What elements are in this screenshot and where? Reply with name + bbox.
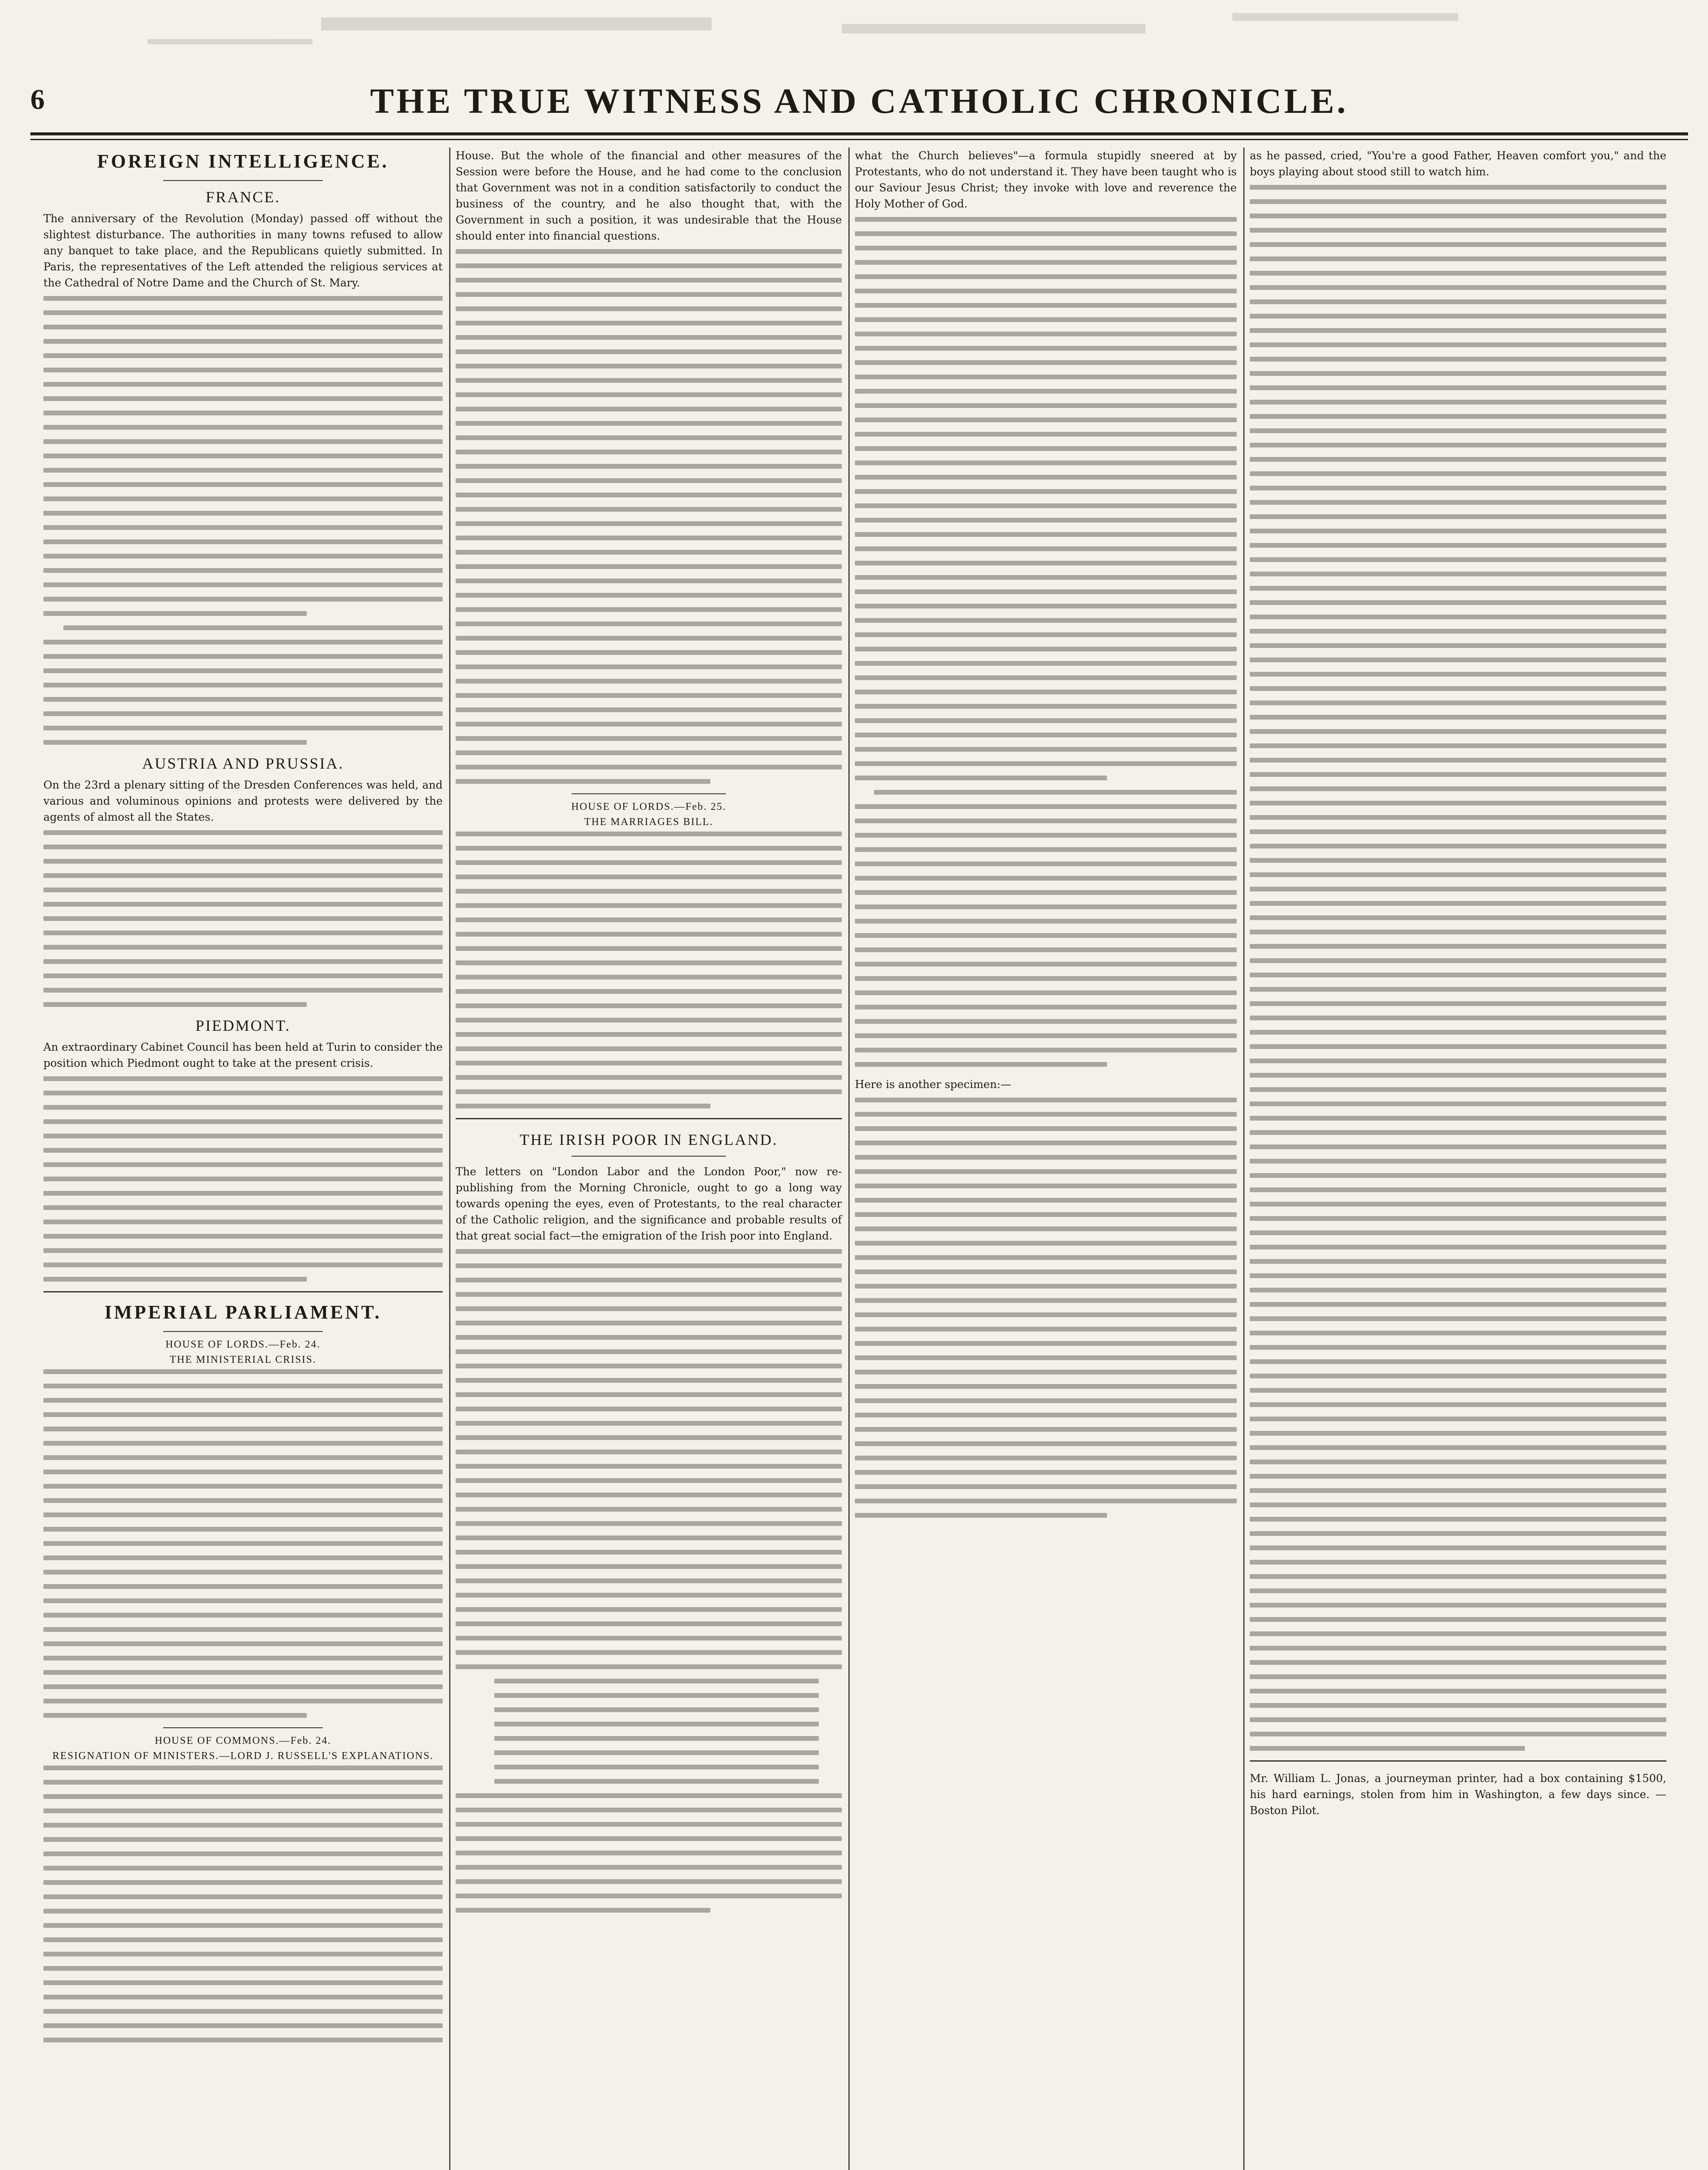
article-irish-poor-body	[456, 1249, 842, 1669]
poem-quote	[456, 1679, 842, 1784]
column-divider	[449, 148, 450, 2170]
heading-piedmont: PIEDMONT.	[195, 1017, 291, 1034]
article-irish-poor-col4-body	[1250, 185, 1666, 1751]
article-lords-body	[43, 1369, 443, 1718]
article-irish-poor-continued-body	[855, 217, 1237, 1067]
article-marriages-bill-body	[456, 832, 842, 1108]
scan-noise	[61, 0, 1666, 65]
masthead-title: THE TRUE WITNESS AND CATHOLIC CHRONICLE.	[370, 81, 1349, 121]
column-divider	[1243, 148, 1245, 2170]
column-4	[1250, 148, 1666, 2170]
article-irish-poor-col4: as he passed, cried, "You're a good Father, Heaven comfort you," and the boys playing about stood still to watch him.	[1250, 149, 1666, 178]
heading-commons-feb24: HOUSE OF COMMONS.—Feb. 24.	[154, 1735, 332, 1746]
page-number: 6	[30, 84, 45, 115]
article-commons-continued: House. But the whole of the financial and other measures of the Session were before the House, and he had come to the conclusion that Government was not in a condition satisfactorily to conduct the business of the country, and he also thought that, with the Government in such a position, it was undesirable that the House should enter into financial questions.	[456, 149, 842, 242]
column-3	[855, 148, 1237, 2170]
heading-austria-prussia: AUSTRIA AND PRUSSIA.	[142, 755, 344, 772]
article-piedmont-lead: An extraordinary Cabinet Council has been held at Turin to consider the position which Piedmont ought to take at the present crisis.	[43, 1041, 443, 1069]
article-austria-body	[43, 830, 443, 1007]
article-irish-poor-continued: what the Church believes"—a formula stupidly sneered at by Protestants, who do not understand it. They have been taught who is our Saviour Jesus Christ; they invoke with love and reverence the Holy Mother of God.	[855, 149, 1237, 210]
article-france-body	[43, 296, 443, 745]
article-specimen-body	[855, 1098, 1237, 1518]
page-header	[30, 78, 1688, 126]
heading-lords-feb24: HOUSE OF LORDS.—Feb. 24.	[165, 1339, 321, 1350]
heading-lords-feb25: HOUSE OF LORDS.—Feb. 25.	[571, 801, 726, 812]
specimen-heading: Here is another specimen:—	[855, 1078, 1012, 1091]
article-jonas: Mr. William L. Jonas, a journeyman printer, had a box containing $1500, his hard earnings, stolen from him in Washington, a few days since. — Boston Pilot.	[1250, 1772, 1666, 1817]
section-irish-poor: THE IRISH POOR IN ENGLAND.	[519, 1131, 778, 1148]
column-1	[43, 148, 443, 2170]
article-piedmont-body	[43, 1076, 443, 1282]
header-rule	[30, 132, 1688, 140]
article-commons-body	[43, 1766, 443, 2042]
subheading-ministerial-crisis: THE MINISTERIAL CRISIS.	[170, 1354, 316, 1365]
article-commons-continued-body	[456, 249, 842, 784]
heading-france: FRANCE.	[205, 188, 281, 206]
article-austria-lead: On the 23rd a plenary sitting of the Dresden Conferences was held, and various and voluminous opinions and protests were delivered by the agents of almost all the States.	[43, 779, 443, 823]
article-irish-poor-lead: The letters on "London Labor and the London Poor," now re-publishing from the Morning Chronicle, ought to go a long way towards opening the eyes, even of Protestants, to the real character of the Catholic religion, and the significance and probable results of that great social fact—the emigration of the Irish poor into England.	[456, 1165, 842, 1242]
section-foreign-intelligence: FOREIGN INTELLIGENCE.	[97, 151, 389, 172]
subheading-resignation: RESIGNATION OF MINISTERS.—LORD J. RUSSELL'S EXPLANATIONS.	[52, 1750, 434, 1762]
column-2	[456, 148, 842, 2170]
article-france-lead: The anniversary of the Revolution (Monday) passed off without the slightest disturbance. The authorities in many towns refused to allow any banquet to take place, and the Republicans quietly submitted. In Paris, the representatives of the Left attended the religious services at the Cathedral of Notre Dame and the Church of St. Mary.	[43, 212, 443, 289]
column-divider	[848, 148, 850, 2170]
subheading-marriages-bill: THE MARRIAGES BILL.	[584, 816, 713, 828]
section-imperial-parliament: IMPERIAL PARLIAMENT.	[104, 1302, 382, 1323]
